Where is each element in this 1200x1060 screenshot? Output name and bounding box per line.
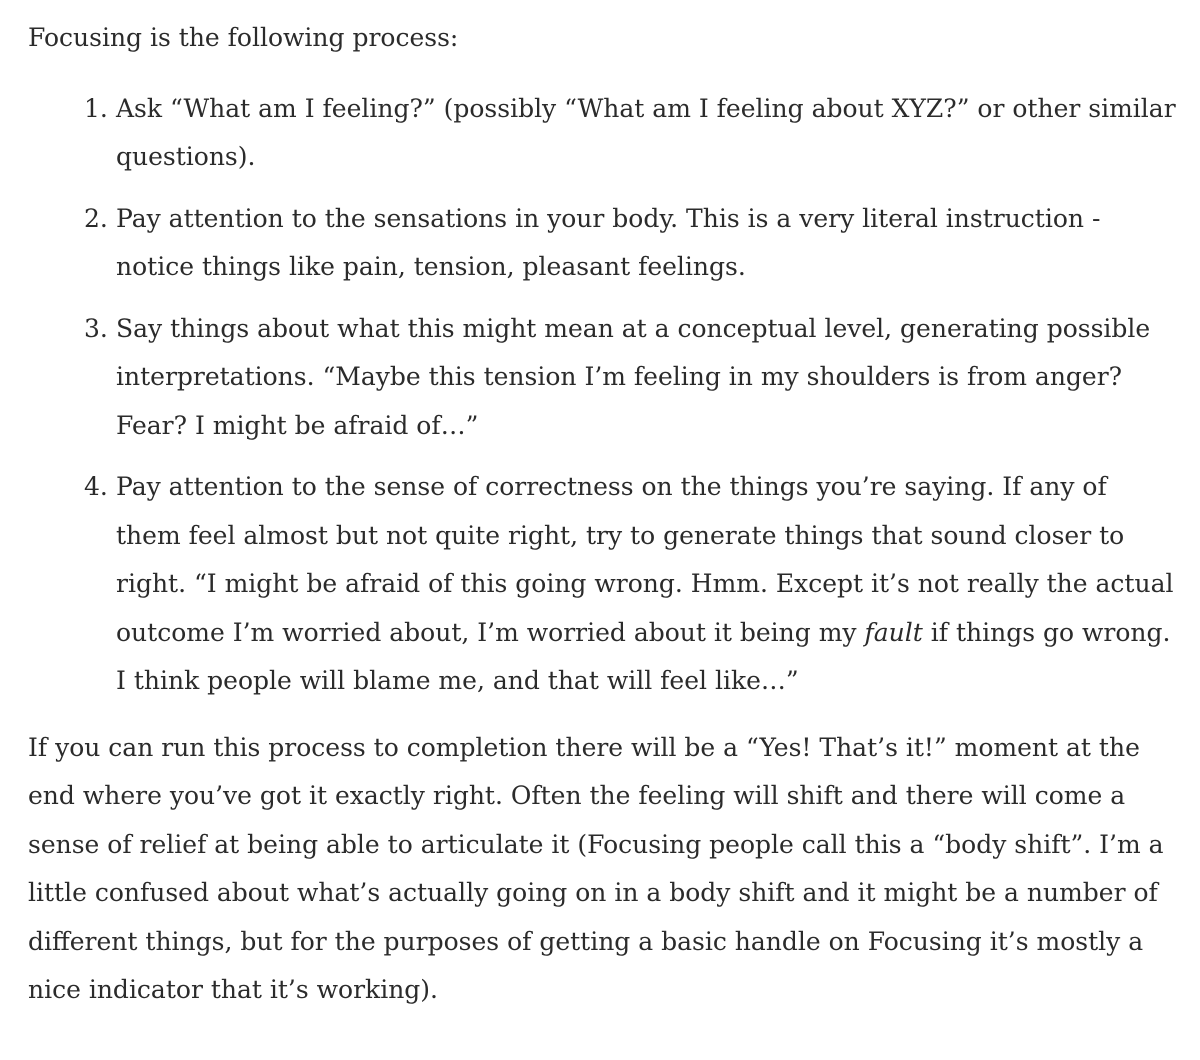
list-item — [28, 305, 1178, 451]
closing-paragraph: If you can run this process to completion there will be a “Yes! That’s it!” moment at the end where you’ve got it exactly right. Often the feeling will shift and there will come a sense of relief at being able to articulate it (Focusing people call this a “body shift”. I’m a little confused about what’s actually going on in a body shift and it might be a number of different things, but for the purposes of getting a basic handle on Focusing it’s mostly a nice indicator that it’s working). — [28, 732, 1164, 1004]
article-body — [28, 14, 1178, 1015]
intro-paragraph: Focusing is the following process: — [28, 23, 459, 52]
emphasized-word: fault — [864, 617, 923, 647]
step-text: Ask “What am I feeling?” (possibly “What am I feeling about XYZ?” or other similar questions). — [116, 93, 1176, 171]
step-text: Pay attention to the sensations in your body. This is a very literal instruction - notice things like pain, tension, pleasant feelings. — [116, 203, 1101, 281]
list-item — [28, 85, 1178, 182]
step-number: 4. — [84, 472, 108, 501]
list-item — [28, 463, 1178, 706]
step-text-after: if things go wrong. I think people will blame me, and that will feel like…” — [116, 617, 1171, 695]
process-steps-list — [28, 85, 1178, 706]
step-text: Say things about what this might mean at a conceptual level, generating possible interpretations. “Maybe this tension I’m feeling in my shoulders is from anger? Fear? I might be afraid of…” — [116, 313, 1151, 440]
step-number: 2. — [84, 203, 108, 233]
step-number: 3. — [84, 313, 108, 343]
step-text-before: Pay attention to the sense of correctness on the things you’re saying. If any of them feel almost but not quite right, try to generate things that sound closer to right. “I might be afraid of this going wrong. Hmm. Except it’s not really the actual outcome I’m worried about, I’m worried about it being my — [116, 472, 1174, 647]
list-item — [28, 195, 1178, 292]
step-number: 1. — [84, 93, 108, 123]
